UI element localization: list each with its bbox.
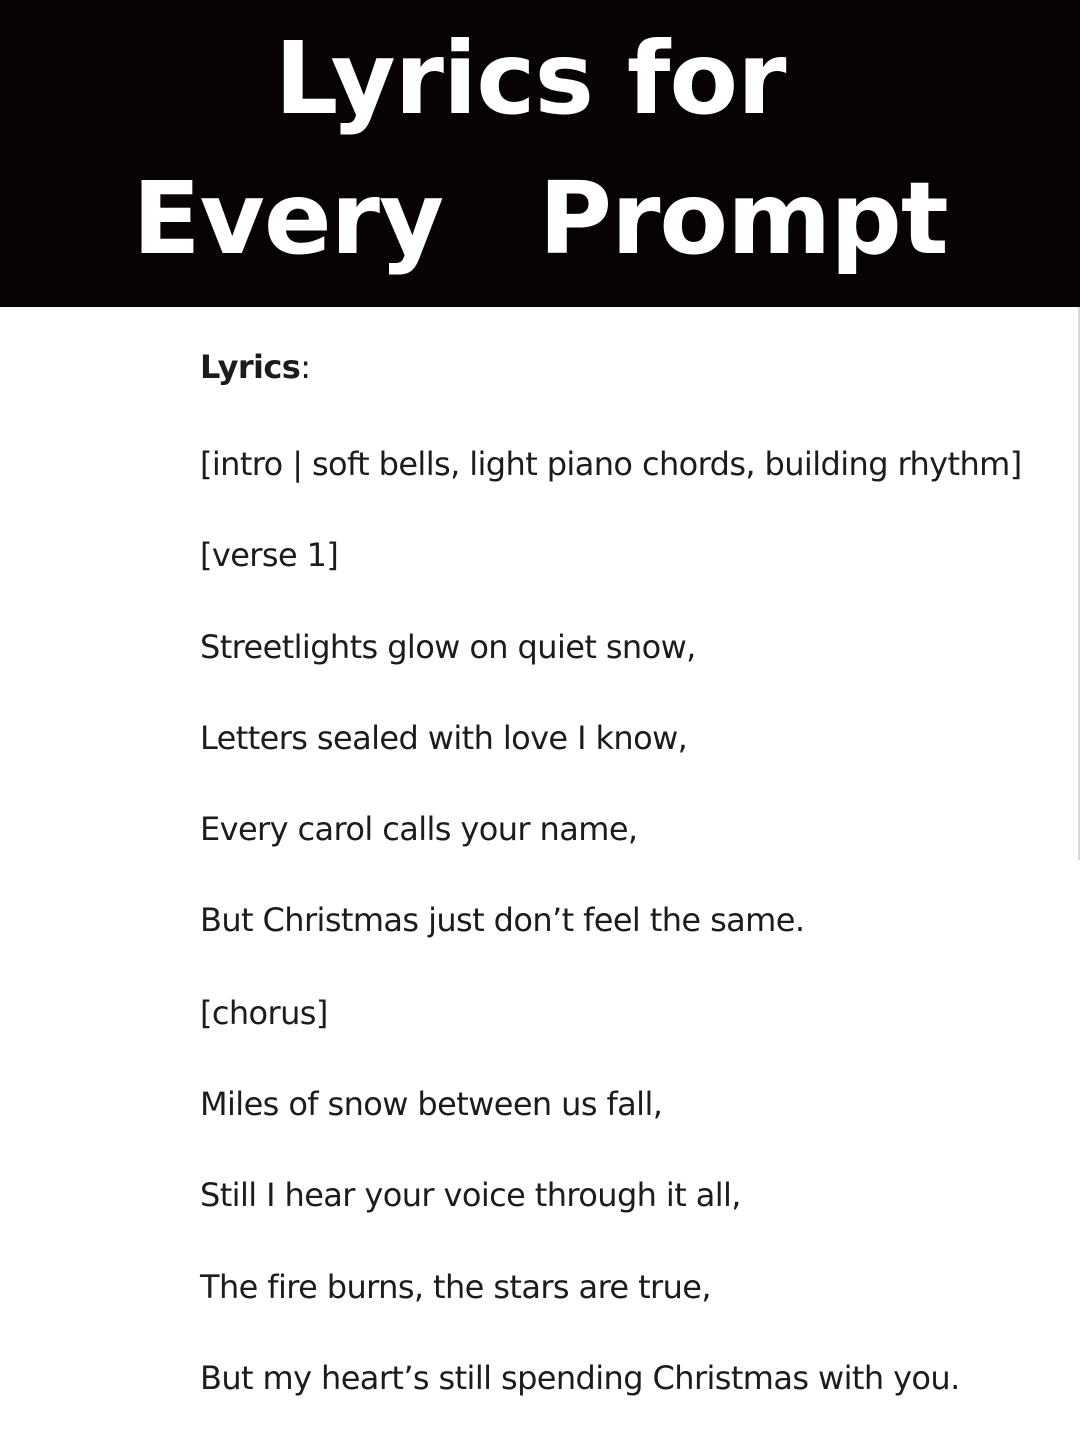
lyric-line: Letters sealed with love I know, [200, 719, 688, 757]
lyric-line: But my heart’s still spending Christmas with you. [200, 1359, 960, 1397]
lyrics-heading [200, 347, 310, 387]
section-tag-intro: [intro | soft bells, light piano chords, building rhythm] [200, 445, 1022, 483]
banner-title-line-1: Lyrics for [274, 20, 786, 137]
lyric-line: Miles of snow between us fall, [200, 1085, 663, 1123]
lyrics-document [0, 307, 1080, 1440]
lyrics-heading-colon: : [300, 348, 311, 386]
lyric-line: Every carol calls your name, [200, 810, 638, 848]
title-banner [0, 0, 1080, 307]
lyric-line: Streetlights glow on quiet snow, [200, 628, 696, 666]
section-tag-chorus: [chorus] [200, 994, 328, 1032]
lyrics-heading-label: Lyrics [200, 348, 301, 386]
lyric-line: The fire burns, the stars are true, [200, 1268, 711, 1306]
lyric-line: Still I hear your voice through it all, [200, 1176, 741, 1214]
section-tag-verse-1: [verse 1] [200, 536, 339, 574]
lyric-line: But Christmas just don’t feel the same. [200, 901, 805, 939]
banner-title-line-2: Every Prompt [132, 160, 948, 277]
